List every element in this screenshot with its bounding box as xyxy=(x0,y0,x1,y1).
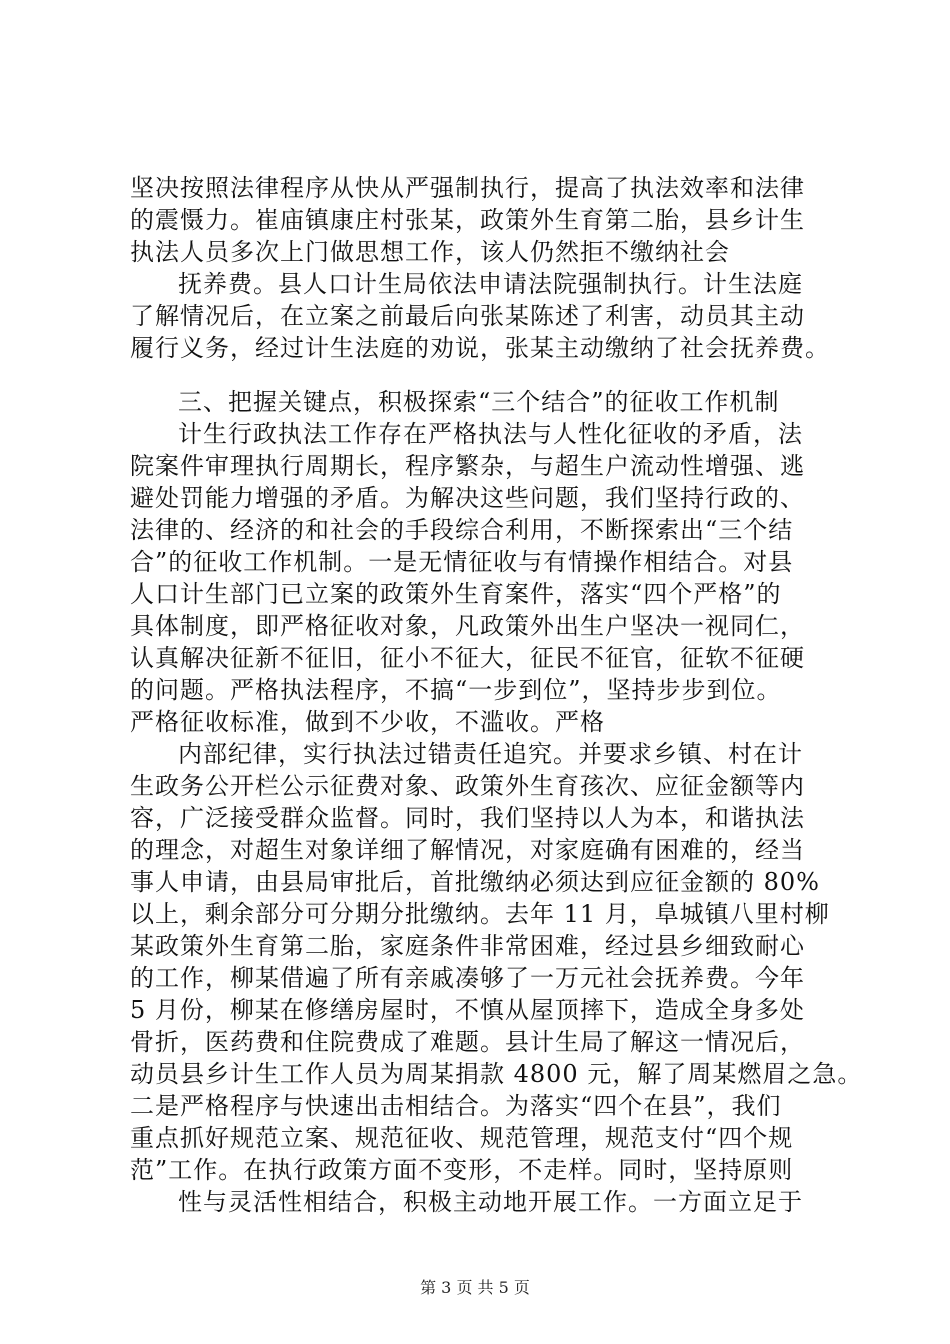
text-line: 生政务公开栏公示征费对象、政策外生育孩次、应征金额等内 xyxy=(130,772,805,800)
body-text xyxy=(130,172,863,1218)
text-line: 了解情况后，在立案之前最后向张某陈述了利害，动员其主动 xyxy=(130,302,805,330)
page-footer xyxy=(0,1278,950,1298)
text-line: 的理念，对超生对象详细了解情况，对家庭确有困难的，经当 xyxy=(130,836,805,864)
text-line: 的工作，柳某借遍了所有亲戚凑够了一万元社会抚养费。今年 xyxy=(130,964,805,992)
text-line: 容，广泛接受群众监督。同时，我们坚持以人为本，和谐执法 xyxy=(130,804,805,832)
text-line: 具体制度，即严格征收对象，凡政策外出生户坚决一视同仁， xyxy=(130,612,805,640)
text-line: 认真解决征新不征旧，征小不征大，征民不征官，征软不征硬 xyxy=(130,644,805,672)
text-line: 内部纪律，实行执法过错责任追究。并要求乡镇、村在计 xyxy=(178,740,803,768)
text-line: 以上，剩余部分可分期分批缴纳。去年 11 月，阜城镇八里村柳 xyxy=(130,900,830,928)
text-line: 动员县乡计生工作人员为周某捐款 4800 元，解了周某燃眉之急。 xyxy=(130,1060,863,1088)
text-line: 重点抓好规范立案、规范征收、规范管理，规范支付“四个规 xyxy=(130,1124,794,1152)
text-line: 坚决按照法律程序从快从严强制执行，提高了执法效率和法律 xyxy=(130,174,805,202)
text-line: 二是严格程序与快速出击相结合。为落实“四个在县”，我们 xyxy=(130,1092,782,1120)
text-line: 某政策外生育第二胎，家庭条件非常困难，经过县乡细致耐心 xyxy=(130,932,805,960)
text-line: 人口计生部门已立案的政策外生育案件，落实“四个严格”的 xyxy=(130,580,782,608)
text-line: 5 月份，柳某在修缮房屋时，不慎从屋顶摔下，造成全身多处 xyxy=(130,996,805,1024)
text-line: 避处罚能力增强的矛盾。为解决这些问题，我们坚持行政的、 xyxy=(130,484,805,512)
text-line: 骨折，医药费和住院费成了难题。县计生局了解这一情况后， xyxy=(130,1028,805,1056)
text-line: 性与灵活性相结合，积极主动地开展工作。一方面立足于 xyxy=(178,1188,803,1216)
text-line: 院案件审理执行周期长，程序繁杂，与超生户流动性增强、逃 xyxy=(130,452,805,480)
text-line: 严格征收标准，做到不少收，不滥收。严格 xyxy=(130,708,605,736)
text-line: 合”的征收工作机制。一是无情征收与有情操作相结合。对县 xyxy=(130,548,794,576)
paragraph-gap xyxy=(130,364,850,386)
text-line: 的震慑力。崔庙镇康庄村张某，政策外生育第二胎，县乡计生 xyxy=(130,206,805,234)
page-number: 第 3 页 共 5 页 xyxy=(420,1278,530,1297)
text-line: 的问题。严格执法程序，不搞“一步到位”，坚持步步到位。 xyxy=(130,676,782,704)
text-line: 事人申请，由县局审批后，首批缴纳必须达到应征金额的 80% xyxy=(130,868,820,896)
text-line: 执法人员多次上门做思想工作，该人仍然拒不缴纳社会 xyxy=(130,238,730,266)
text-line: 计生行政执法工作存在严格执法与人性化征收的矛盾，法 xyxy=(178,420,803,448)
text-line: 履行义务，经过计生法庭的劝说，张某主动缴纳了社会抚养费。 xyxy=(130,334,830,362)
text-line: 法律的、经济的和社会的手段综合利用，不断探索出“三个结 xyxy=(130,516,794,544)
section-heading: 三、把握关键点，积极探索“三个结合”的征收工作机制 xyxy=(178,388,780,416)
text-line: 抚养费。县人口计生局依法申请法院强制执行。计生法庭 xyxy=(178,270,803,298)
text-line: 范”工作。在执行政策方面不变形，不走样。同时，坚持原则 xyxy=(130,1156,794,1184)
